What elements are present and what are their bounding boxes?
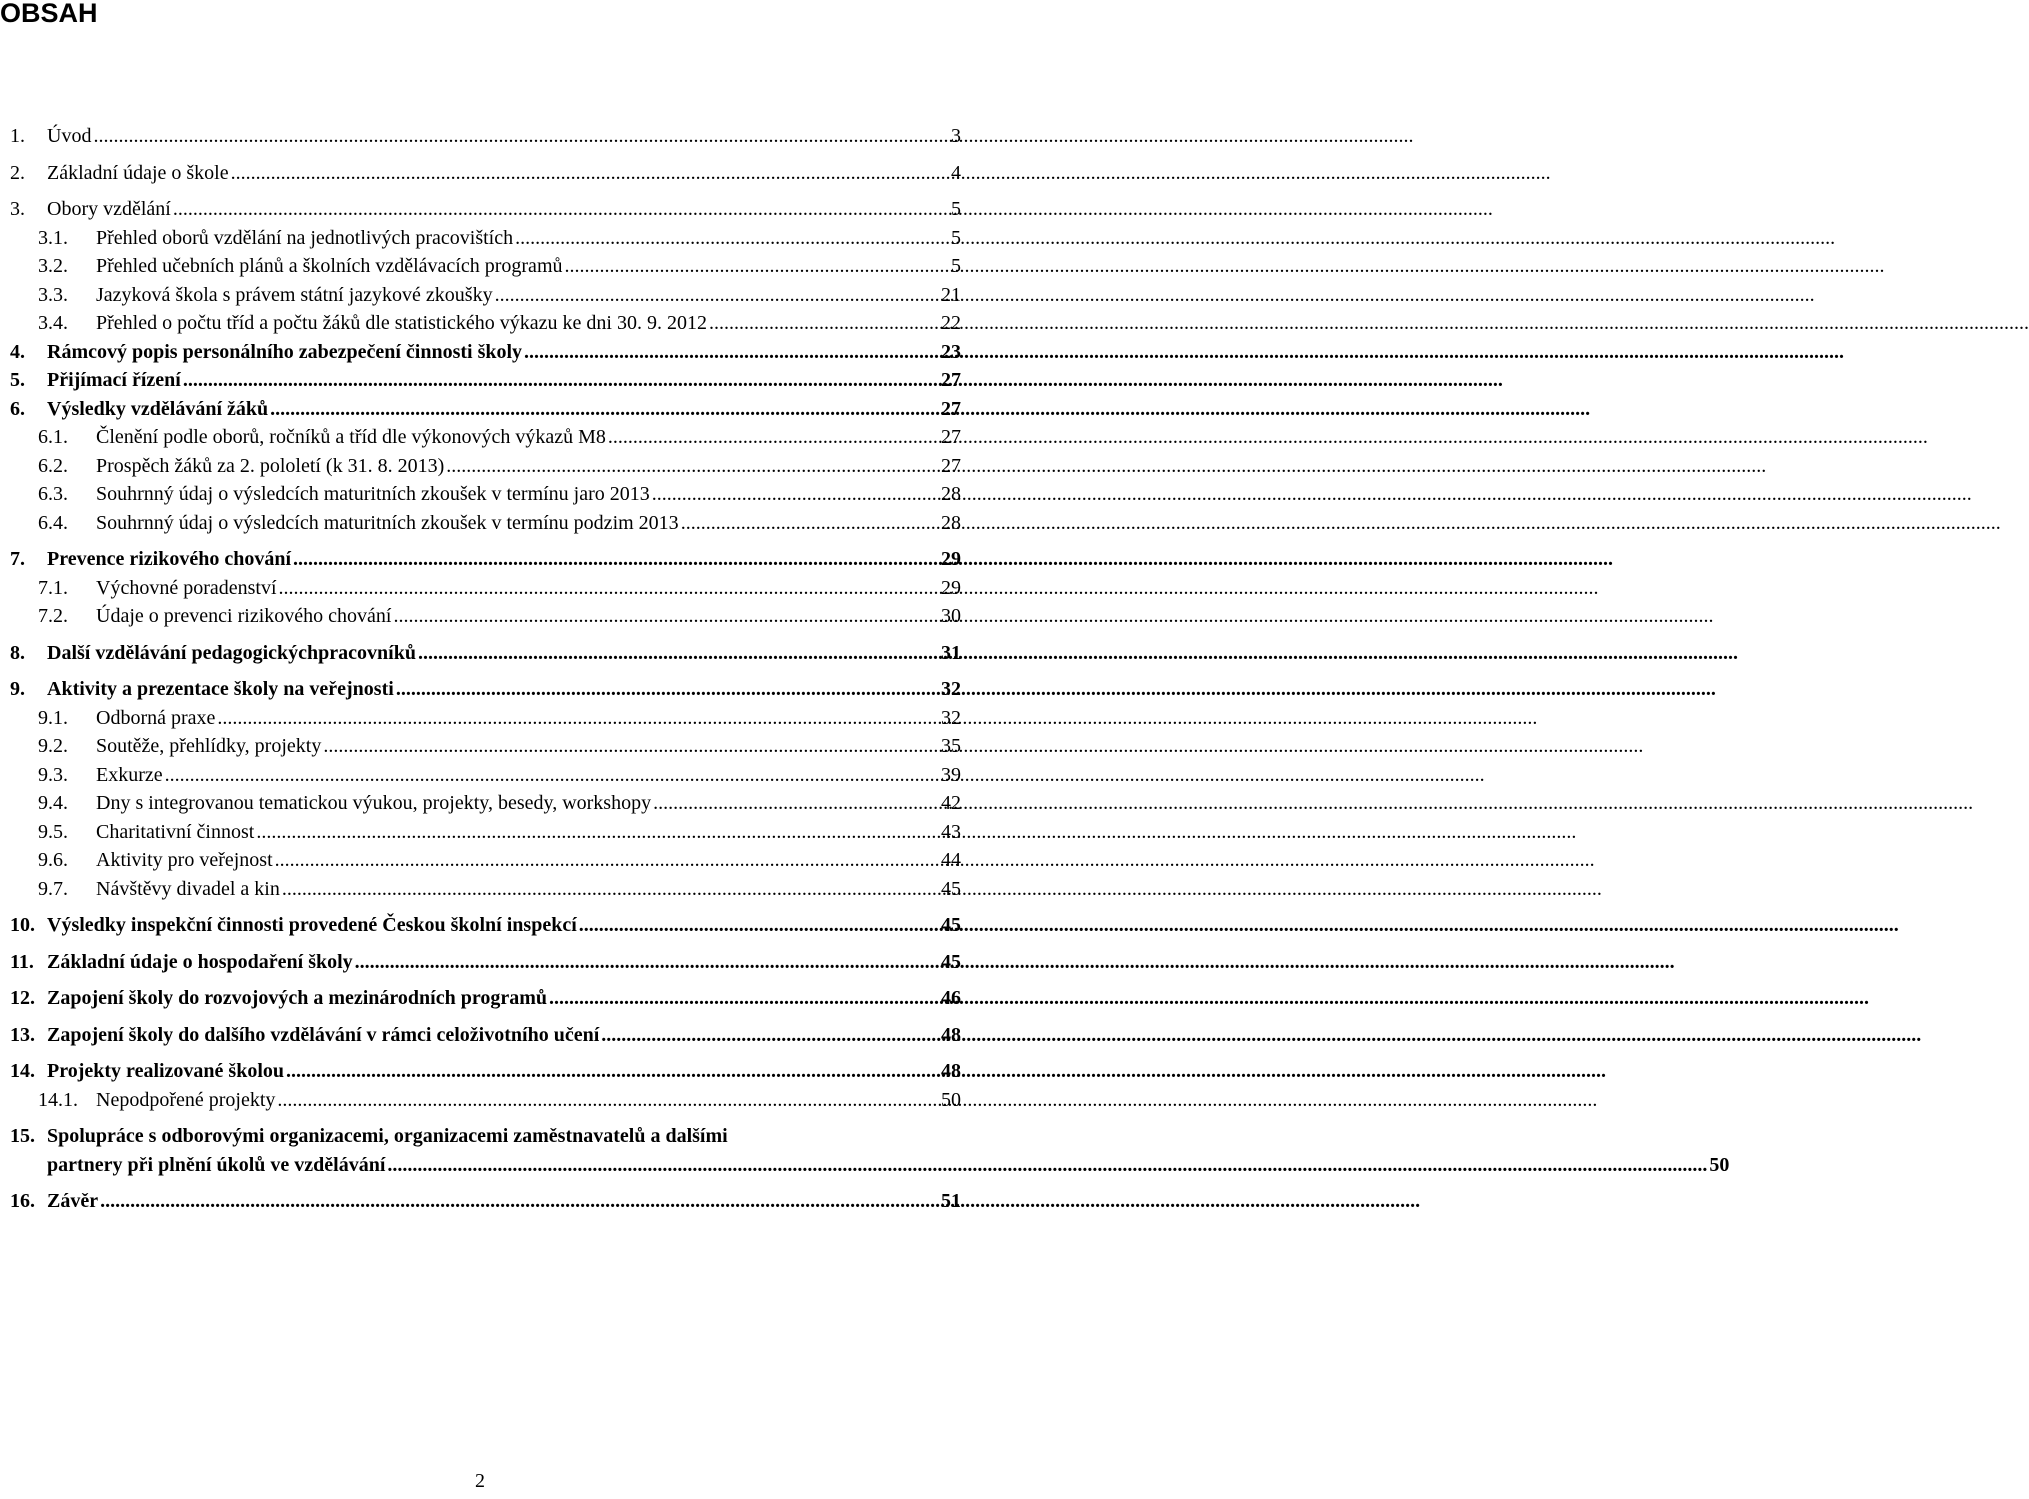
toc-entry-number: 9.7. [38,877,68,900]
toc-entry-number: 14.1. [38,1088,78,1111]
toc-entry-title: Zapojení školy do rozvojových a mezinárodních programů [47,987,548,1009]
toc-entry-number: 13. [10,1023,35,1046]
toc-entry[interactable] [10,366,961,395]
toc-entry[interactable] [10,1187,961,1216]
toc-entry-title: Přijímací řízení [47,369,181,391]
toc-entry-number: 3. [10,198,25,220]
toc-entry-page: 27 [941,369,961,391]
toc-dot-leader [282,875,939,904]
toc-entry-number: 6.2. [38,454,68,477]
toc-entry-number: 10. [10,914,35,936]
toc-entry[interactable] [10,639,961,668]
toc-entry-title: Obory vzdělání [47,198,171,220]
toc-dot-leader [217,704,939,733]
toc-entry[interactable] [10,818,961,847]
toc-entry-title: Odborná praxe [96,706,216,729]
toc-entry-title: Přehled učebních plánů a školních vzdělávacích programů [96,255,563,277]
toc-entry-number: 5. [10,369,25,391]
toc-entry-number: 11. [10,950,34,973]
toc-entry[interactable] [10,846,961,875]
toc-entry-number: 9.3. [38,763,68,786]
toc-dot-leader [323,732,939,761]
toc-entry-page: 28 [941,483,961,505]
toc-entry-page: 45 [941,950,961,973]
toc-entry[interactable] [10,1057,961,1086]
toc-entry-title: Výchovné poradenství [96,576,277,599]
toc-entry[interactable] [10,1122,1730,1179]
toc-dot-leader [681,509,939,538]
toc-entry-title: Přehled o počtu tříd a počtu žáků dle statistického výkazu ke dni 30. 9. 2012 [96,312,707,334]
toc-entry-page: 4 [951,161,961,184]
toc-entry[interactable] [10,1086,961,1115]
toc-entry-page: 32 [941,706,961,729]
toc-entry-title: Exkurze [96,763,163,786]
toc-entry-page: 30 [941,605,961,627]
toc-dot-leader [515,224,949,253]
toc-entry[interactable] [10,480,961,509]
toc-entry-number: 15. [10,1125,35,1147]
toc-entry-page: 46 [941,987,961,1009]
toc-entry-title: Závěr [47,1190,99,1212]
toc-dot-leader [652,480,939,509]
toc-entry-number: 2. [10,161,25,184]
toc-entry-title: Nepodpořené projekty [96,1088,276,1111]
toc-entry[interactable] [10,309,961,338]
toc-entry-title: Aktivity a prezentace školy na veřejnosti [47,678,394,700]
toc-entry-title: Další vzdělávání pedagogickýchpracovníků [47,641,416,664]
toc-entry-title: Souhrnný údaj o výsledcích maturitních zkoušek v termínu podzim 2013 [96,511,679,534]
toc-entry-title: Výsledky inspekční činnosti provedené Českou školní inspekcí [47,914,577,936]
toc-entry-title: Údaje o prevenci rizikového chování [96,605,392,627]
toc-entry-page: 42 [941,792,961,814]
toc-entry-number: 9.2. [38,735,68,757]
toc-entry[interactable] [10,224,961,253]
toc-entry[interactable] [10,509,961,538]
toc-dot-leader [256,818,939,847]
toc-entry[interactable] [10,159,961,188]
toc-dot-leader [393,602,939,631]
toc-entry-page: 27 [941,454,961,477]
toc-entry-title: Projekty realizované školou [47,1060,285,1082]
toc-entry-title: Prevence rizikového chování [47,548,292,570]
toc-dot-leader [396,675,939,704]
toc-dot-leader [277,1086,939,1115]
toc-entry-number: 3.4. [38,312,68,334]
toc-entry-page: 45 [941,877,961,900]
toc-entry-title-line1: Spolupráce s odborovými organizacemi, organizacemi zaměstnavatelů a dalšími [47,1125,728,1147]
toc-entry-page: 27 [941,426,961,448]
table-of-contents [10,122,1730,1216]
toc-entry-title: Souhrnný údaj o výsledcích maturitních zkoušek v termínu jaro 2013 [96,483,650,505]
toc-entry-title: Dny s integrovanou tematickou výukou, projekty, besedy, workshopy [96,792,652,814]
toc-entry[interactable] [10,761,961,790]
toc-entry-page: 48 [941,1060,961,1082]
toc-entry[interactable] [10,452,961,481]
toc-dot-leader [601,1021,939,1050]
toc-entry[interactable] [10,602,961,631]
toc-dot-leader [279,574,939,603]
toc-dot-leader [100,1187,939,1216]
toc-entry[interactable] [10,875,961,904]
toc-entry[interactable] [10,732,961,761]
toc-entry-number: 6.3. [38,483,68,505]
toc-entry-number: 1. [10,125,25,147]
toc-entry-page: 31 [941,641,961,664]
toc-entry[interactable] [10,675,961,704]
toc-entry-page: 28 [941,511,961,534]
toc-dot-leader [495,281,939,310]
toc-entry-number: 7.1. [38,576,68,599]
toc-entry-title: Členění podle oborů, ročníků a tříd dle výkonových výkazů M8 [96,426,606,448]
toc-entry[interactable] [10,574,961,603]
toc-dot-leader [446,452,939,481]
toc-entry-page: 29 [941,576,961,599]
toc-entry-title: Zapojení školy do dalšího vzdělávání v rámci celoživotního učení [47,1023,600,1046]
toc-entry-number: 3.2. [38,255,68,277]
toc-entry-number: 16. [10,1190,35,1212]
toc-entry[interactable] [10,1021,961,1050]
toc-entry-title: Aktivity pro veřejnost [96,849,273,871]
toc-entry-page: 5 [951,226,961,249]
toc-entry-title: Soutěže, přehlídky, projekty [96,735,322,757]
toc-entry-page: 3 [951,125,961,147]
toc-entry-title: Úvod [47,125,92,147]
toc-entry-title: Prospěch žáků za 2. pololetí (k 31. 8. 2013) [96,454,445,477]
toc-entry-page: 48 [941,1023,961,1046]
toc-dot-leader [565,252,950,281]
toc-entry-page: 32 [941,678,961,700]
toc-entry-number: 6. [10,397,25,420]
toc-entry-number: 7. [10,548,25,570]
toc-entry-page: 21 [941,283,961,306]
toc-entry-number: 8. [10,641,25,664]
toc-entry-page: 35 [941,735,961,757]
toc-entry-page: 43 [941,820,961,843]
toc-entry-page: 50 [1709,1153,1730,1176]
toc-entry[interactable] [10,789,961,818]
toc-entry-title: Návštěvy divadel a kin [96,877,280,900]
toc-entry-number: 9. [10,678,25,700]
toc-entry-page: 22 [941,312,961,334]
toc-entry-page: 45 [941,914,961,936]
toc-entry[interactable] [10,252,961,281]
toc-dot-leader [709,309,939,338]
toc-entry-page: 5 [951,255,961,277]
toc-dot-leader [173,195,949,224]
toc-entry-number: 9.6. [38,849,68,871]
toc-entry[interactable] [10,984,961,1013]
toc-entry[interactable] [10,545,961,574]
toc-entry[interactable] [10,704,961,733]
toc-dot-leader [93,122,949,151]
toc-dot-leader [275,846,939,875]
toc-dot-leader [231,159,949,188]
toc-entry[interactable] [10,423,961,452]
toc-dot-leader [418,639,939,668]
toc-entry[interactable] [10,195,961,224]
toc-entry-number: 9.1. [38,706,68,729]
toc-dot-leader [355,948,939,977]
toc-entry-page: 39 [941,763,961,786]
toc-entry-title: Rámcový popis personálního zabezpečení činnosti školy [47,340,523,363]
toc-dot-leader [608,423,939,452]
toc-entry[interactable] [10,338,961,367]
toc-entry[interactable] [10,122,961,151]
toc-entry-number: 14. [10,1060,35,1082]
toc-entry-number: 7.2. [38,605,68,627]
toc-entry-number: 9.4. [38,792,68,814]
toc-entry[interactable] [10,395,961,424]
page-heading: OBSAH [0,0,98,28]
toc-entry-title: Základní údaje o hospodaření školy [47,950,353,973]
toc-entry-number: 12. [10,987,35,1009]
toc-dot-leader [286,1057,939,1086]
toc-entry-title: Charitativní činnost [96,820,255,843]
toc-dot-leader [653,789,939,818]
toc-entry-number: 3.1. [38,226,68,249]
toc-dot-leader [524,338,939,367]
page-number: 2 [475,1470,485,1492]
toc-entry-number: 4. [10,340,25,363]
toc-entry-title: Výsledky vzdělávání žáků [47,397,269,420]
toc-entry-page: 23 [941,340,961,363]
toc-entry-title: Přehled oborů vzdělání na jednotlivých pracovištích [96,226,514,249]
toc-entry-number: 3.3. [38,283,68,306]
toc-entry[interactable] [10,911,961,940]
toc-dot-leader [387,1151,1707,1180]
toc-dot-leader [293,545,939,574]
toc-entry-title: Základní údaje o škole [47,161,229,184]
toc-entry-page: 29 [941,548,961,570]
toc-dot-leader [183,366,939,395]
toc-entry-number: 9.5. [38,820,68,843]
toc-entry-page: 5 [951,198,961,220]
toc-dot-leader [270,395,939,424]
toc-dot-leader [165,761,939,790]
toc-dot-leader [579,911,939,940]
toc-entry-page: 27 [941,397,961,420]
toc-entry-title: Jazyková škola s právem státní jazykové zkoušky [96,283,493,306]
toc-entry[interactable] [10,281,961,310]
toc-entry-title: partnery při plnění úkolů ve vzdělávání [47,1153,386,1176]
toc-entry-number: 6.4. [38,511,68,534]
toc-entry-page: 44 [941,849,961,871]
toc-entry-number: 6.1. [38,426,68,448]
toc-entry-page: 51 [941,1190,961,1212]
toc-dot-leader [549,984,939,1013]
toc-entry[interactable] [10,948,961,977]
toc-entry-page: 50 [941,1088,961,1111]
